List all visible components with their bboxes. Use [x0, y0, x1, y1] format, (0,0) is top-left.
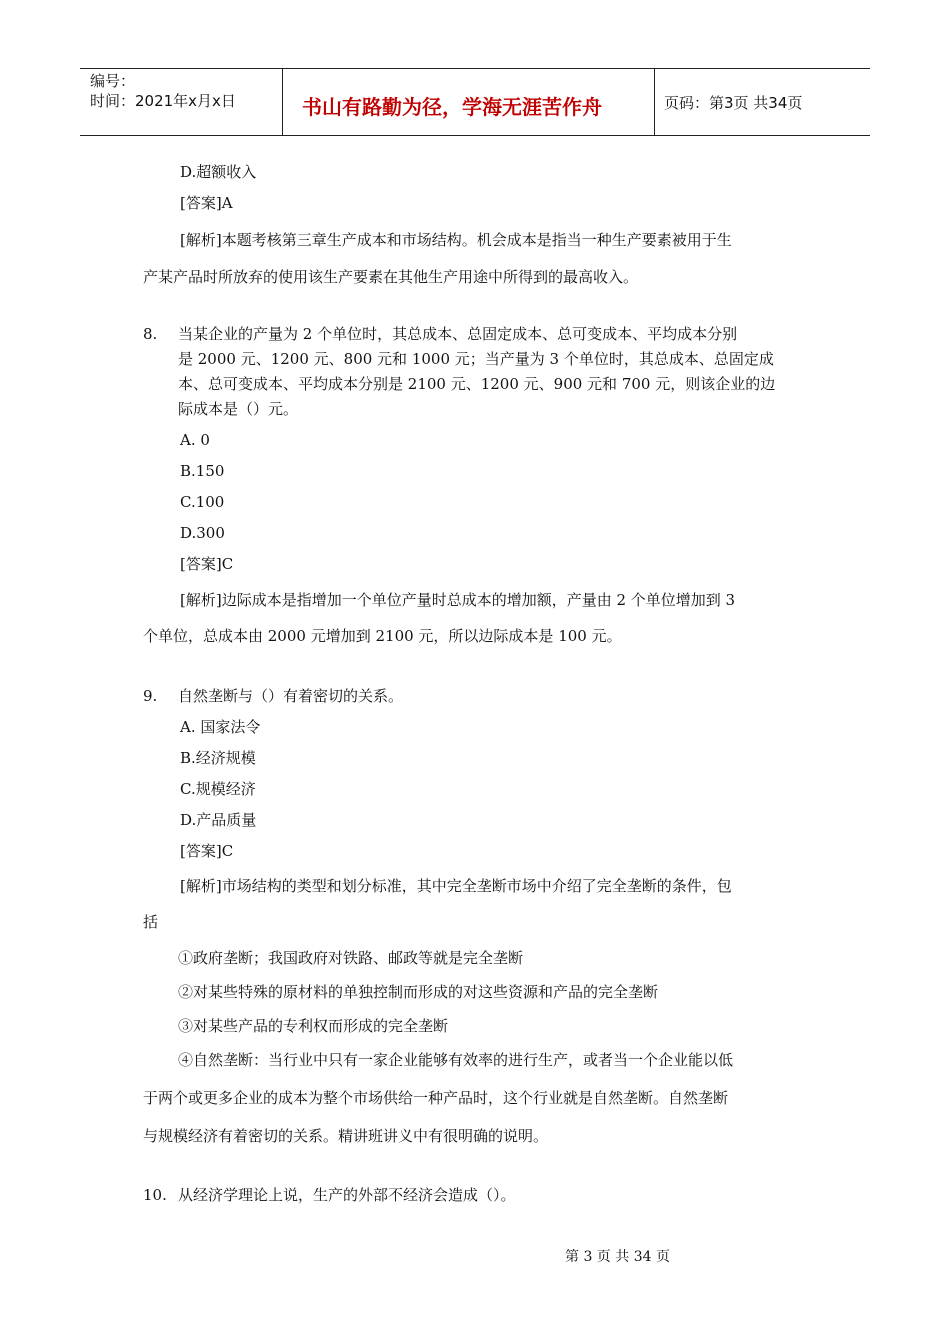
option-line: B.150: [180, 462, 225, 480]
analysis-line: 于两个或更多企业的成本为整个市场供给一种产品时，这个行业就是自然垄断。自然垄断: [143, 1089, 729, 1107]
option-line: C.规模经济: [180, 780, 256, 798]
header-divider-left: [282, 68, 283, 136]
analysis-line: [解析]市场结构的类型和划分标准，其中完全垄断市场中介绍了完全垄断的条件，包: [180, 877, 732, 895]
option-line: D.产品质量: [180, 811, 257, 829]
option-line: C.100: [180, 493, 225, 511]
question-number: 8.: [143, 325, 158, 343]
option-line: D.300: [180, 524, 225, 542]
question-text: 是 2000 元、1200 元、800 元和 1000 元；当产量为 3 个单位时，其总成本、总固定成: [178, 350, 774, 368]
option-line: A. 国家法令: [180, 718, 261, 736]
analysis-item: ②对某些特殊的原材料的单独控制而形成的对这些资源和产品的完全垄断: [178, 983, 659, 1001]
answer-line: [答案]C: [180, 555, 234, 573]
analysis-item: ④自然垄断：当行业中只有一家企业能够有效率的进行生产，或者当一个企业能以低: [178, 1051, 734, 1069]
question-text: 本、总可变成本、平均成本分别是 2100 元、1200 元、900 元和 700 元，则该企业的边: [178, 375, 776, 393]
question-text: 从经济学理论上说，生产的外部不经济会造成（）。: [178, 1186, 516, 1204]
analysis-item: ③对某些产品的专利权而形成的完全垄断: [178, 1017, 449, 1035]
question-text: 自然垄断与（）有着密切的关系。: [178, 687, 404, 705]
header-bottom-rule: [80, 135, 870, 136]
header-page-label: 页码：第3页 共34页: [664, 94, 803, 112]
answer-line: [答案]C: [180, 842, 234, 860]
answer-line: [答案]A: [180, 194, 233, 212]
analysis-line: [解析]本题考核第三章生产成本和市场结构。机会成本是指当一种生产要素被用于生: [180, 231, 732, 249]
option-line: B.经济规模: [180, 749, 256, 767]
header-top-rule: [80, 68, 870, 69]
doc-number-label: 编号：: [90, 72, 136, 90]
question-number: 10.: [143, 1186, 167, 1204]
analysis-line: 个单位，总成本由 2000 元增加到 2100 元，所以边际成本是 100 元。: [143, 627, 622, 645]
analysis-line: [解析]边际成本是指增加一个单位产量时总成本的增加额，产量由 2 个单位增加到 3: [180, 591, 736, 609]
question-number: 9.: [143, 687, 158, 705]
analysis-line: 产某产品时所放弃的使用该生产要素在其他生产用途中所得到的最高收入。: [143, 268, 639, 286]
option-line: D.超额收入: [180, 163, 257, 181]
question-text: 当某企业的产量为 2 个单位时，其总成本、总固定成本、总可变成本、平均成本分别: [178, 325, 738, 343]
question-text: 际成本是（）元。: [178, 400, 299, 418]
footer-page-number: 第 3 页 共 34 页: [565, 1249, 670, 1265]
option-line: A. 0: [180, 431, 210, 449]
doc-date-label: 时间：2021年x月x日: [90, 92, 236, 110]
header-motto: 书山有路勤为径，学海无涯苦作舟: [302, 95, 602, 119]
header-divider-right: [654, 68, 655, 136]
analysis-line: 括: [143, 913, 159, 931]
analysis-item: ①政府垄断；我国政府对铁路、邮政等就是完全垄断: [178, 949, 524, 967]
analysis-line: 与规模经济有着密切的关系。精讲班讲义中有很明确的说明。: [143, 1127, 549, 1145]
